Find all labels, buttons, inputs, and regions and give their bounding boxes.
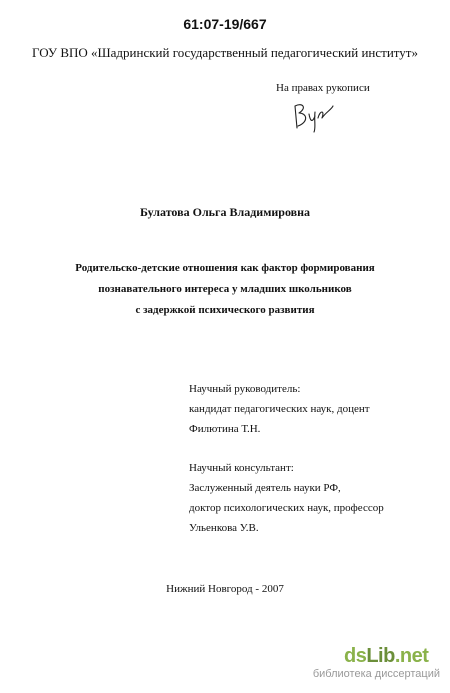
thesis-title-line-1: Родительско-детские отношения как фактор формирования	[75, 262, 375, 274]
supervisor-label: Научный руководитель:	[189, 383, 301, 395]
consultant-name: Ульенкова У.В.	[189, 522, 259, 534]
institution-name: ГОУ ВПО «Шадринский государственный педагогический институт»	[32, 45, 418, 60]
consultant-label: Научный консультант:	[189, 462, 294, 474]
thesis-title-line-2: познавательного интереса у младших школьников	[98, 283, 352, 295]
supervisor-degree: кандидат педагогических наук, доцент	[189, 403, 370, 415]
dslib-logo[interactable]	[344, 645, 428, 668]
logo-lib: Lib	[366, 645, 395, 667]
document-code: 61:07-19/667	[183, 16, 267, 32]
logo-net: .net	[394, 645, 429, 667]
logo-ds: ds	[344, 645, 367, 667]
author-name: Булатова Ольга Владимировна	[139, 205, 311, 219]
consultant-title-2: доктор психологических наук, профессор	[189, 502, 384, 514]
thesis-title-line-3: с задержкой психического развития	[135, 304, 315, 316]
consultant-title-1: Заслуженный деятель науки РФ,	[189, 482, 341, 494]
rights-notice: На правах рукописи	[276, 82, 370, 94]
supervisor-name: Филютина Т.Н.	[189, 423, 261, 435]
watermark-subtitle: библиотека диссертаций	[312, 668, 440, 680]
city-year: Нижний Новгород - 2007	[166, 583, 284, 595]
handwritten-signature	[289, 98, 339, 134]
